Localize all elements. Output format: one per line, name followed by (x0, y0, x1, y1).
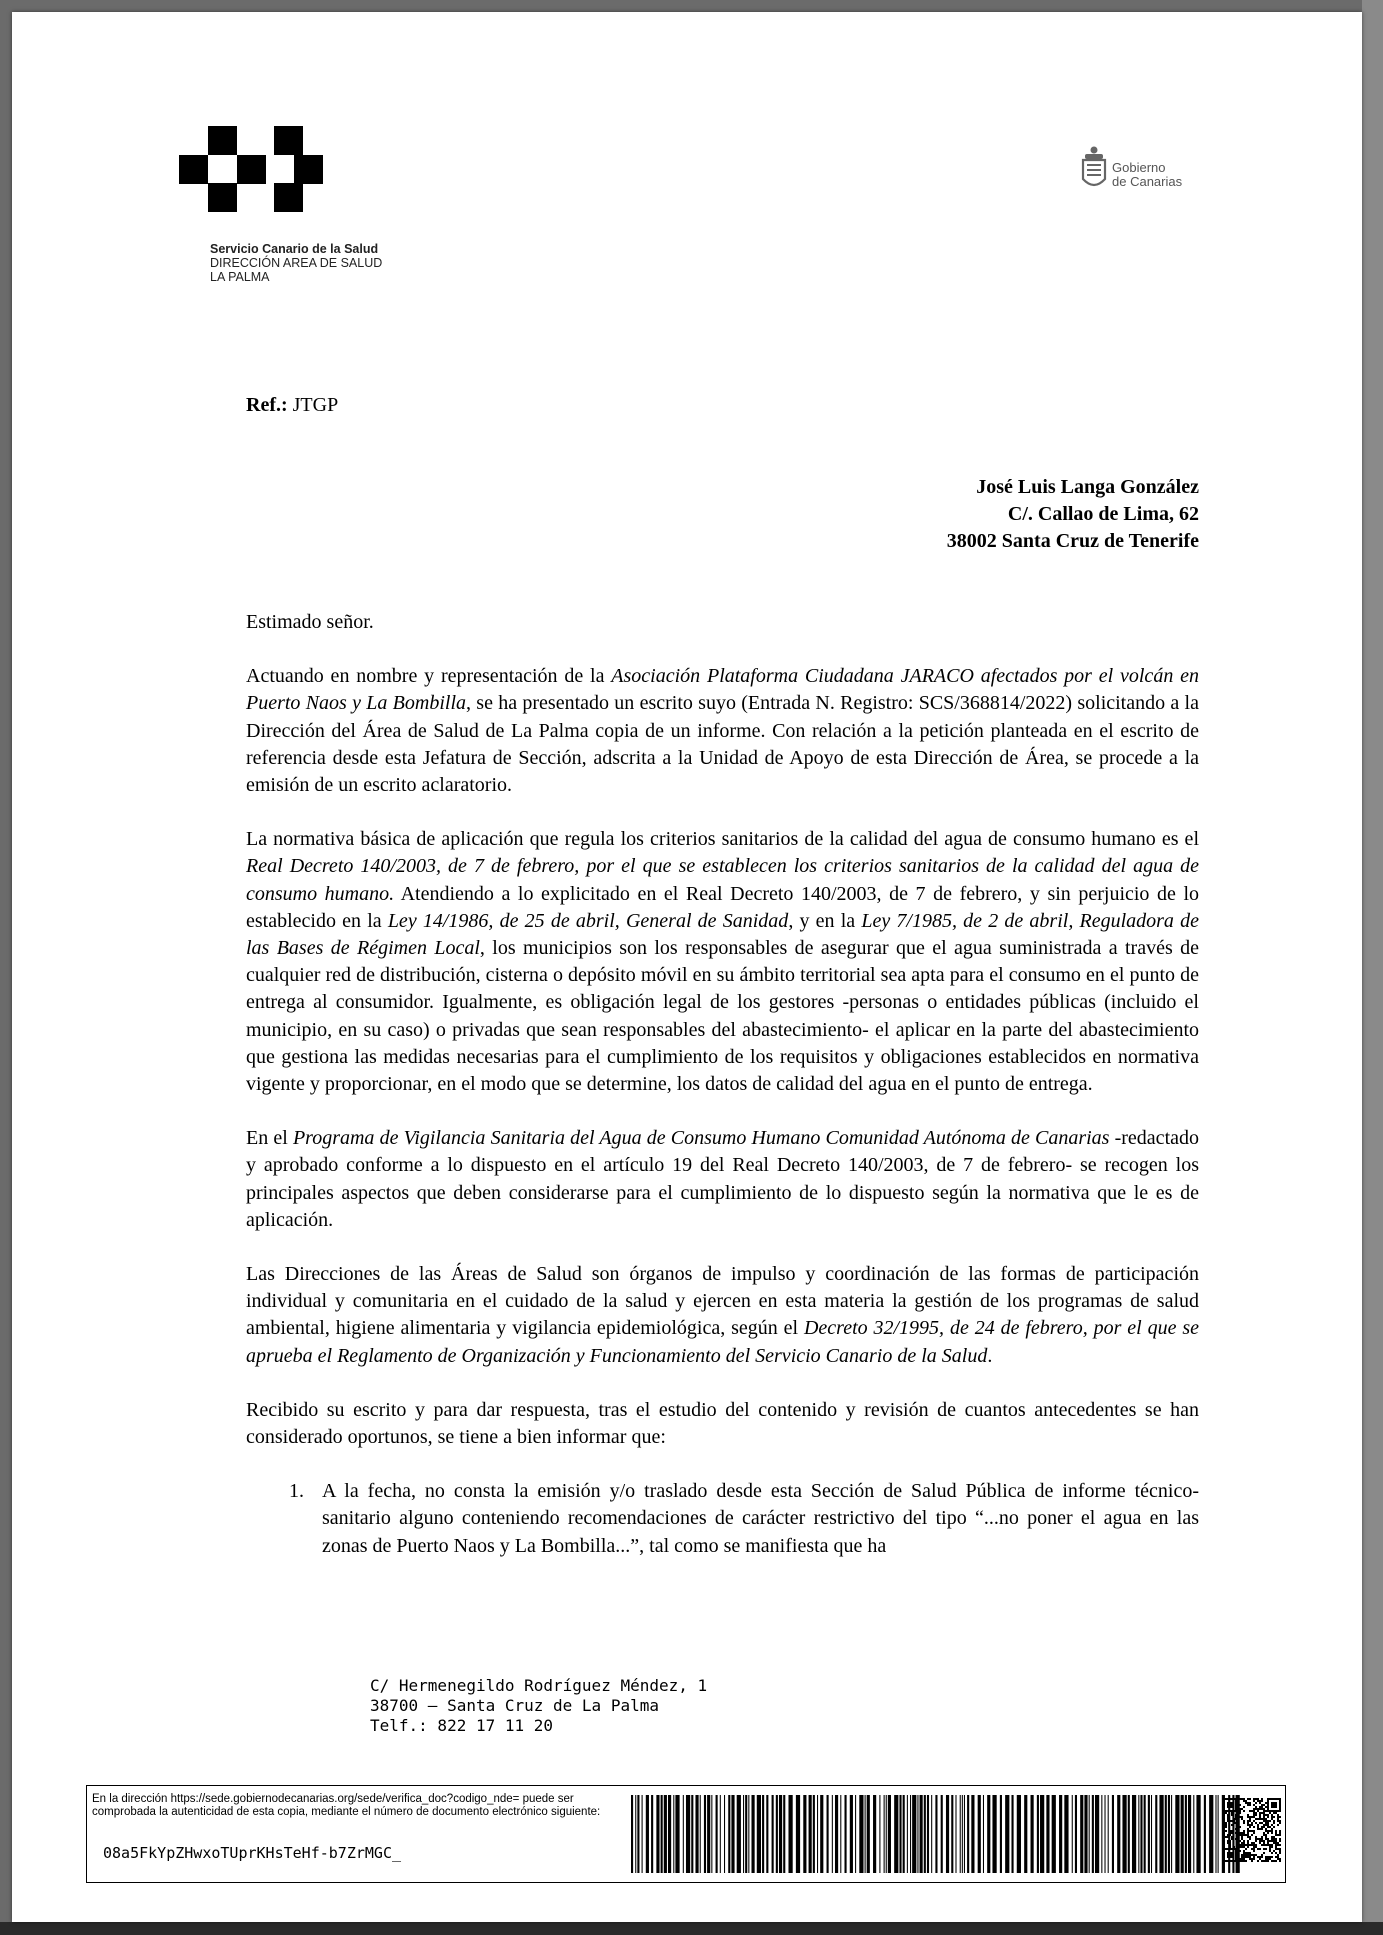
verification-box (86, 1785, 1286, 1883)
org-dept: DIRECCIÓN AREA DE SALUD (210, 256, 383, 270)
footer-addr-line2: 38700 – Santa Cruz de La Palma (370, 1696, 659, 1715)
verification-text: En la dirección https://sede.gobiernodecanarias.org/sede/verifica_doc?codigo_nde= puede ser comprobada la autenticidad de esta copia, mediante el número de documento electrónico siguiente: (92, 1793, 601, 1818)
p2-text-e: , y en la (788, 909, 862, 932)
p3-text-c: -redactado y aprobado conforme a lo dispuesto en el artículo 19 del Real Decreto 140/2003, de 7 de febrero- se recogen los principales aspectos que deben considerarse para el cumplimiento de lo dispuesto según la normativa que le es de aplicación. (246, 1127, 1199, 1231)
gob-line1: Gobierno (1112, 160, 1166, 175)
viewer-taskbar (0, 1922, 1383, 1935)
recipient-address (947, 474, 1199, 555)
list-item (246, 1478, 1199, 1560)
p4-text-a: Las Direcciones de las Áreas de Salud son órganos de impulso y coordinación de las formas de participación individual y comunitaria en el cuidado de la salud y ejercen en esta materia la gestión de los programas de salud ambiental, higiene alimentaria y vigilancia epidemiológica, según el (246, 1263, 1199, 1340)
p2-text-c: Atendiendo a lo explicitado en el Real Decreto 140/2003, de 7 de febrero, y sin perjuicio de lo establecido en la (246, 882, 1200, 932)
gob-line2: de Canarias (1112, 174, 1183, 189)
footer-addr-line3: Telf.: 822 17 11 20 (370, 1716, 554, 1735)
gobierno-canarias-logo (1080, 145, 1210, 197)
ref-label: Ref.: (246, 394, 288, 416)
paragraph-3 (246, 1125, 1199, 1234)
recipient-name: José Luis Langa González (976, 476, 1199, 498)
paragraph-5: Recibido su escrito y para dar respuesta, tras el estudio del contenido y revisión de cuantos antecedentes se han considerado oportunos, se tiene a bien informar que: (246, 1398, 1199, 1449)
p2-text-a: La normativa básica de aplicación que regula los criterios sanitarios de la calidad del agua de consumo humano es el (246, 828, 1199, 851)
viewer-scroll-area (1362, 0, 1383, 1922)
p2-italic-f: Ley 7/1985, de 2 de abril, Reguladora de las Bases de Régimen Local (246, 909, 1199, 960)
paragraph-4 (246, 1261, 1199, 1370)
gobierno-canarias-crest-icon (1080, 145, 1108, 193)
p1-text-a: Actuando en nombre y representación de la (246, 665, 612, 688)
p1-text-c: , se ha presentado un escrito suyo (Entrada N. Registro: SCS/368814/2022) solicitando a la Dirección del Área de Salud de La Palma copia de un informe. Con relación a la petición planteada en el escrito de referencia desde esta Jefatura de Sección, adscrita a la Unidad de Apoyo de esta Dirección de Área, se procede a la emisión de un escrito aclaratorio. (246, 692, 1199, 797)
p4-italic: Decreto 32/1995, de 24 de febrero, por el que se aprueba el Reglamento de Organización y Funcionamiento del Servicio Canario de la Salud (246, 1317, 1199, 1367)
recipient-city: 38002 Santa Cruz de Tenerife (946, 530, 1199, 552)
document-page (12, 12, 1362, 1922)
footer-addr-line1: C/ Hermenegildo Rodríguez Méndez, 1 (370, 1676, 708, 1695)
verification-code: 08a5FkYpZHwxoTUprKHsTeHf-b7ZrMGC_ (103, 1844, 402, 1862)
p2-italic-d: Ley 14/1986, de 25 de abril, General de Sanidad (387, 909, 789, 932)
paragraph-2 (246, 826, 1199, 1098)
p1-italic: Asociación Plataforma Ciudadana JARACO afectados por el volcán en Puerto Naos y La Bombilla (246, 665, 1199, 715)
greeting: Estimado señor. (246, 611, 374, 633)
recipient-street: C/. Callao de Lima, 62 (1007, 503, 1199, 525)
org-header (210, 242, 382, 284)
ref-value: JTGP (287, 394, 339, 416)
org-name: Servicio Canario de la Salud (210, 242, 379, 256)
letter-body (246, 609, 1199, 1560)
qr-code (1223, 1798, 1281, 1862)
barcode (631, 1795, 1244, 1873)
scs-cross-logo (179, 126, 323, 212)
p2-italic-b: Real Decreto 140/2003, de 7 de febrero, por el que se establecen los criterios sanitarios de la calidad del agua de consumo humano. (246, 855, 1199, 905)
p3-text-a: En el (246, 1127, 293, 1150)
p4-text-c: . (987, 1344, 993, 1367)
paragraph-1 (246, 663, 1199, 799)
reference (246, 394, 338, 417)
org-area: LA PALMA (210, 270, 270, 284)
p2-text-g: , los municipios son los responsables de asegurar que el agua suministrada a través de cualquier red de distribución, cisterna o depósito móvil en su ámbito territorial sea apta para el consumo en el punto de entrega al consumidor. Igualmente, es obligación legal de los gestores -personas o entidades públicas (incluido el municipio, en su caso) o privadas que sean responsables del abastecimiento- el aplicar en la parte del abastecimiento que gestiona las medidas necesarias para el cumplimiento de los requisitos y obligaciones establecidos en normativa vigente y proporcionar, en el modo que se determine, los datos de calidad del agua en el punto de entrega. (246, 937, 1200, 1096)
footer-address (370, 1676, 707, 1736)
list-item-number: 1. (289, 1480, 304, 1503)
list-item-text: A la fecha, no consta la emisión y/o traslado desde esta Sección de Salud Pública de informe técnico-sanitario alguno conteniendo recomendaciones de carácter restrictivo del tipo “...no poner el agua en las zonas de Puerto Naos y La Bombilla...”, tal como se manifiesta que ha (322, 1480, 1199, 1557)
p3-italic: Programa de Vigilancia Sanitaria del Agua de Consumo Humano Comunidad Autónoma de Canarias (292, 1127, 1110, 1150)
